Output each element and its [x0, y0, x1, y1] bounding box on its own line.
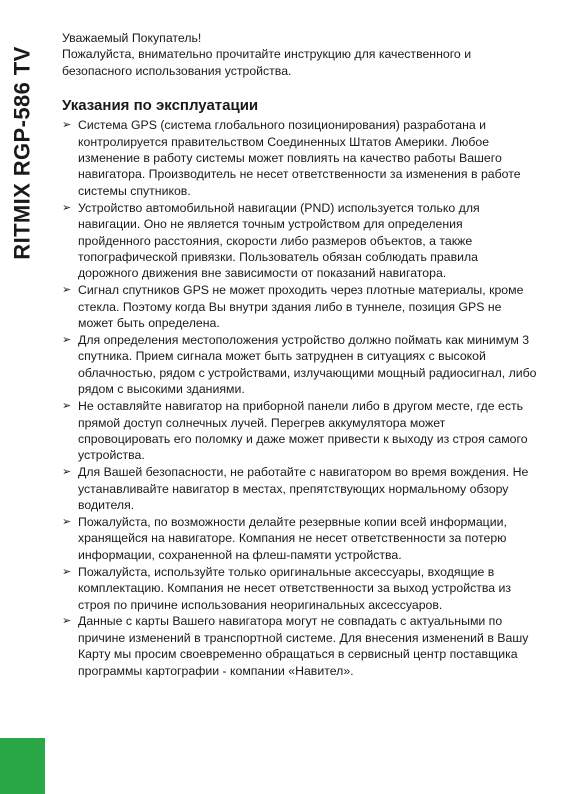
arrow-bullet-icon: ➢ — [62, 201, 72, 214]
list-item — [62, 613, 537, 679]
list-item-text: Для Вашей безопасности, не работайте с навигатором во время вождения. Не устанавливайте навигатор в местах, препятствующих нормальному обзору водителя. — [78, 465, 529, 513]
list-item — [62, 564, 537, 613]
list-item-text: Для определения местоположения устройство должно поймать как минимум 3 спутника. Прием сигнала может быть затруднен в ситуациях с высокой облачностью, рядом с устройствами, излучающими мощный радиосигнал, либо рядом с высокими зданиями. — [78, 333, 537, 397]
arrow-bullet-icon: ➢ — [62, 466, 72, 479]
arrow-bullet-icon: ➢ — [62, 400, 72, 413]
list-item — [62, 282, 537, 331]
list-item — [62, 200, 537, 282]
instructions-list — [62, 117, 537, 679]
list-item — [62, 117, 537, 199]
list-item-text: Система GPS (система глобального позиционирования) разработана и контролируется правительством Соединенных Штатов Америки. Любое изменение в работу системы может повлиять на качество работы Вашего навигатора. Производитель не несет ответственности за изменения в работе системы спутников. — [78, 118, 521, 198]
arrow-bullet-icon: ➢ — [62, 284, 72, 297]
list-item — [62, 398, 537, 464]
arrow-bullet-icon: ➢ — [62, 119, 72, 132]
list-item — [62, 464, 537, 513]
greeting-salutation: Уважаемый Покупатель! — [62, 31, 202, 45]
side-strip — [0, 0, 45, 794]
page-content — [62, 30, 537, 680]
section-title: Указания по эксплуатации — [62, 97, 259, 115]
arrow-bullet-icon: ➢ — [62, 615, 72, 628]
accent-block — [0, 738, 45, 794]
list-item — [62, 332, 537, 398]
list-item — [62, 514, 537, 563]
arrow-bullet-icon: ➢ — [62, 565, 72, 578]
arrow-bullet-icon: ➢ — [62, 515, 72, 528]
greeting-message: Пожалуйста, внимательно прочитайте инструкцию для качественного и безопасного использования устройства. — [62, 47, 472, 78]
product-title-vertical — [5, 20, 41, 286]
product-title-text: RITMIX RGP-586 TV — [10, 46, 35, 260]
list-item-text: Пожалуйста, используйте только оригинальные аксессуары, входящие в комплектацию. Компания не несет ответственности за выход устройства из строя по причине использования неоригинальных аксессуаров. — [78, 564, 512, 612]
list-item-text: Сигнал спутников GPS не может проходить через плотные материалы, кроме стекла. Поэтому когда Вы внутри здания либо в туннеле, позиция GPS не может быть определена. — [78, 283, 524, 331]
list-item-text: Устройство автомобильной навигации (PND) используется только для навигации. Оно не является точным устройством для определения пройденного расстояния, скорости либо размеров объектов, а также топографической привязки. Пользователь обязан соблюдать правила дорожного движения вне зависимости от показаний навигатора. — [78, 200, 480, 281]
list-item-text: Данные с карты Вашего навигатора могут не совпадать с актуальными по причине изменений в транспортной системе. Для внесения изменений в Вашу Карту мы просим своевременно обращаться в сервисный центр поставщика программы картографии - компании «Навител». — [78, 614, 529, 678]
list-item-text: Пожалуйста, по возможности делайте резервные копии всей информации, хранящейся на навигаторе. Компания не несет ответственности за потерю информации, сохраненной на флеш-памяти устройства. — [78, 514, 507, 562]
arrow-bullet-icon: ➢ — [62, 334, 72, 346]
greeting — [62, 30, 537, 79]
list-item-text: Не оставляйте навигатор на приборной панели либо в другом месте, где есть прямой доступ солнечных лучей. Перегрев аккумулятора может спровоцировать его поломку и даже может привести к выходу из строя самого устройства. — [78, 399, 528, 463]
